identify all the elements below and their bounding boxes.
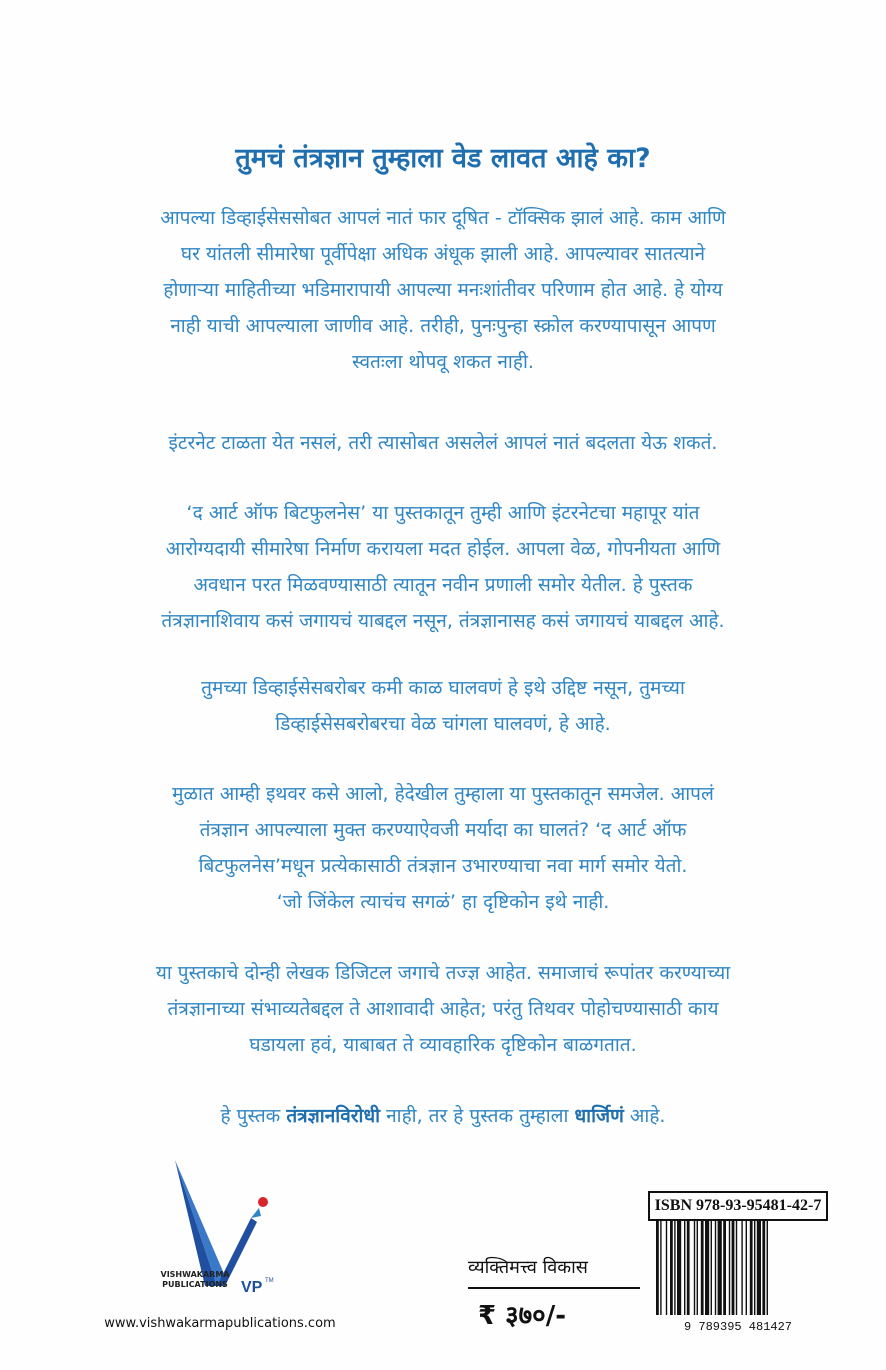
closing-text: हे पुस्तक bbox=[220, 1105, 287, 1127]
line: आरोग्यदायी सीमारेषा निर्माण करायला मदत होईल. आपला वेळ, गोपनीयता आणि bbox=[165, 538, 721, 560]
line: ‘द आर्ट ऑफ बिटफुलनेस’ या पुस्तकातून तुम्ही आणि इंटरनेटचा महापूर यांत bbox=[186, 502, 700, 524]
line: नाही याची आपल्याला जाणीव आहे. तरीही, पुनःपुन्हा स्क्रोल करण्यापासून आपण bbox=[170, 315, 716, 337]
publisher-website: www.vishwakarmapublications.com bbox=[104, 1316, 336, 1331]
cover-heading: तुमचं तंत्रज्ञान तुम्हाला वेड लावत आहे का? bbox=[235, 143, 651, 174]
closing-text: आहे. bbox=[623, 1105, 666, 1127]
paragraph-1 bbox=[60, 200, 826, 380]
paragraph-4 bbox=[60, 670, 826, 742]
paragraph-2 bbox=[60, 425, 826, 461]
barcode-icon bbox=[652, 1219, 824, 1319]
line: तंत्रज्ञानाशिवाय कसं जगायचं याबद्दल नसून, तंत्रज्ञानासह कसं जगायचं याबद्दल आहे. bbox=[161, 610, 725, 632]
closing-text: नाही, तर हे पुस्तक तुम्हाला bbox=[380, 1105, 575, 1127]
line: स्वतःला थोपवू शकत नाही. bbox=[352, 351, 534, 373]
line: तंत्रज्ञान आपल्याला मुक्त करण्याऐवजी मर्यादा का घालतं? ‘द आर्ट ऑफ bbox=[199, 819, 687, 841]
line: मुळात आम्ही इथवर कसे आलो, हेदेखील तुम्हाला या पुस्तकातून समजेल. आपलं bbox=[172, 783, 714, 805]
line: आपल्या डिव्हाईसेससोबत आपलं नातं फार दूषित - टॉक्सिक झालं आहे. काम आणि bbox=[160, 207, 726, 229]
paragraph-5 bbox=[60, 776, 826, 920]
logo-tm: TM bbox=[265, 1278, 274, 1284]
closing-bold: धार्जिणं bbox=[574, 1105, 624, 1127]
line: तुमच्या डिव्हाईसेसबरोबर कमी काळ घालवणं हे इथे उद्दिष्ट नसून, तुमच्या bbox=[201, 677, 685, 699]
barcode-number: 9 789395 481427 bbox=[683, 1320, 793, 1334]
paragraph-3 bbox=[60, 495, 826, 639]
divider bbox=[468, 1287, 640, 1289]
publisher-name: VISHWAKARMA PUBLICATIONS bbox=[160, 1270, 230, 1289]
line: घडायला हवं, याबाबत ते व्यावहारिक दृष्टिकोन बाळगतात. bbox=[249, 1034, 637, 1056]
line: ‘जो जिंकेल त्याचंच सगळं’ हा दृष्टिकोन इथे नाही. bbox=[276, 891, 610, 913]
line: अवधान परत मिळवण्यासाठी त्यातून नवीन प्रणाली समोर येतील. हे पुस्तक bbox=[193, 574, 693, 596]
closing-bold: तंत्रज्ञानविरोधी bbox=[286, 1105, 381, 1127]
logo-monogram: VP bbox=[241, 1279, 263, 1296]
price-label: ₹ ३७०/- bbox=[478, 1301, 566, 1331]
line: इंटरनेट टाळता येत नसलं, तरी त्यासोबत असलेलं आपलं नातं बदलता येऊ शकतं. bbox=[168, 432, 718, 454]
isbn-label: ISBN 978-93-95481-42-7 bbox=[648, 1191, 828, 1221]
paragraph-6 bbox=[60, 955, 826, 1063]
line: बिटफुलनेस’मधून प्रत्येकासाठी तंत्रज्ञान उभारण्याचा नवा मार्ग समोर येतो. bbox=[198, 855, 688, 877]
line: घर यांतली सीमारेषा पूर्वीपेक्षा अधिक अंधूक झाली आहे. आपल्यावर सातत्याने bbox=[180, 243, 706, 265]
genre-label: व्यक्तिमत्त्व विकास bbox=[468, 1257, 588, 1278]
line: होणाऱ्या माहितीच्या भडिमारापायी आपल्या मनःशांतीवर परिणाम होत आहे. हे योग्य bbox=[163, 279, 723, 301]
line: या पुस्तकाचे दोन्ही लेखक डिजिटल जगाचे तज्ज्ञ आहेत. समाजाचं रूपांतर करण्याच्या bbox=[155, 962, 731, 984]
closing-line bbox=[60, 1098, 826, 1134]
line: डिव्हाईसेसबरोबरचा वेळ चांगला घालवणं, हे आहे. bbox=[275, 713, 611, 735]
line: तंत्रज्ञानाच्या संभाव्यतेबद्दल ते आशावादी आहेत; परंतु तिथवर पोहोचण्यासाठी काय bbox=[167, 998, 719, 1020]
